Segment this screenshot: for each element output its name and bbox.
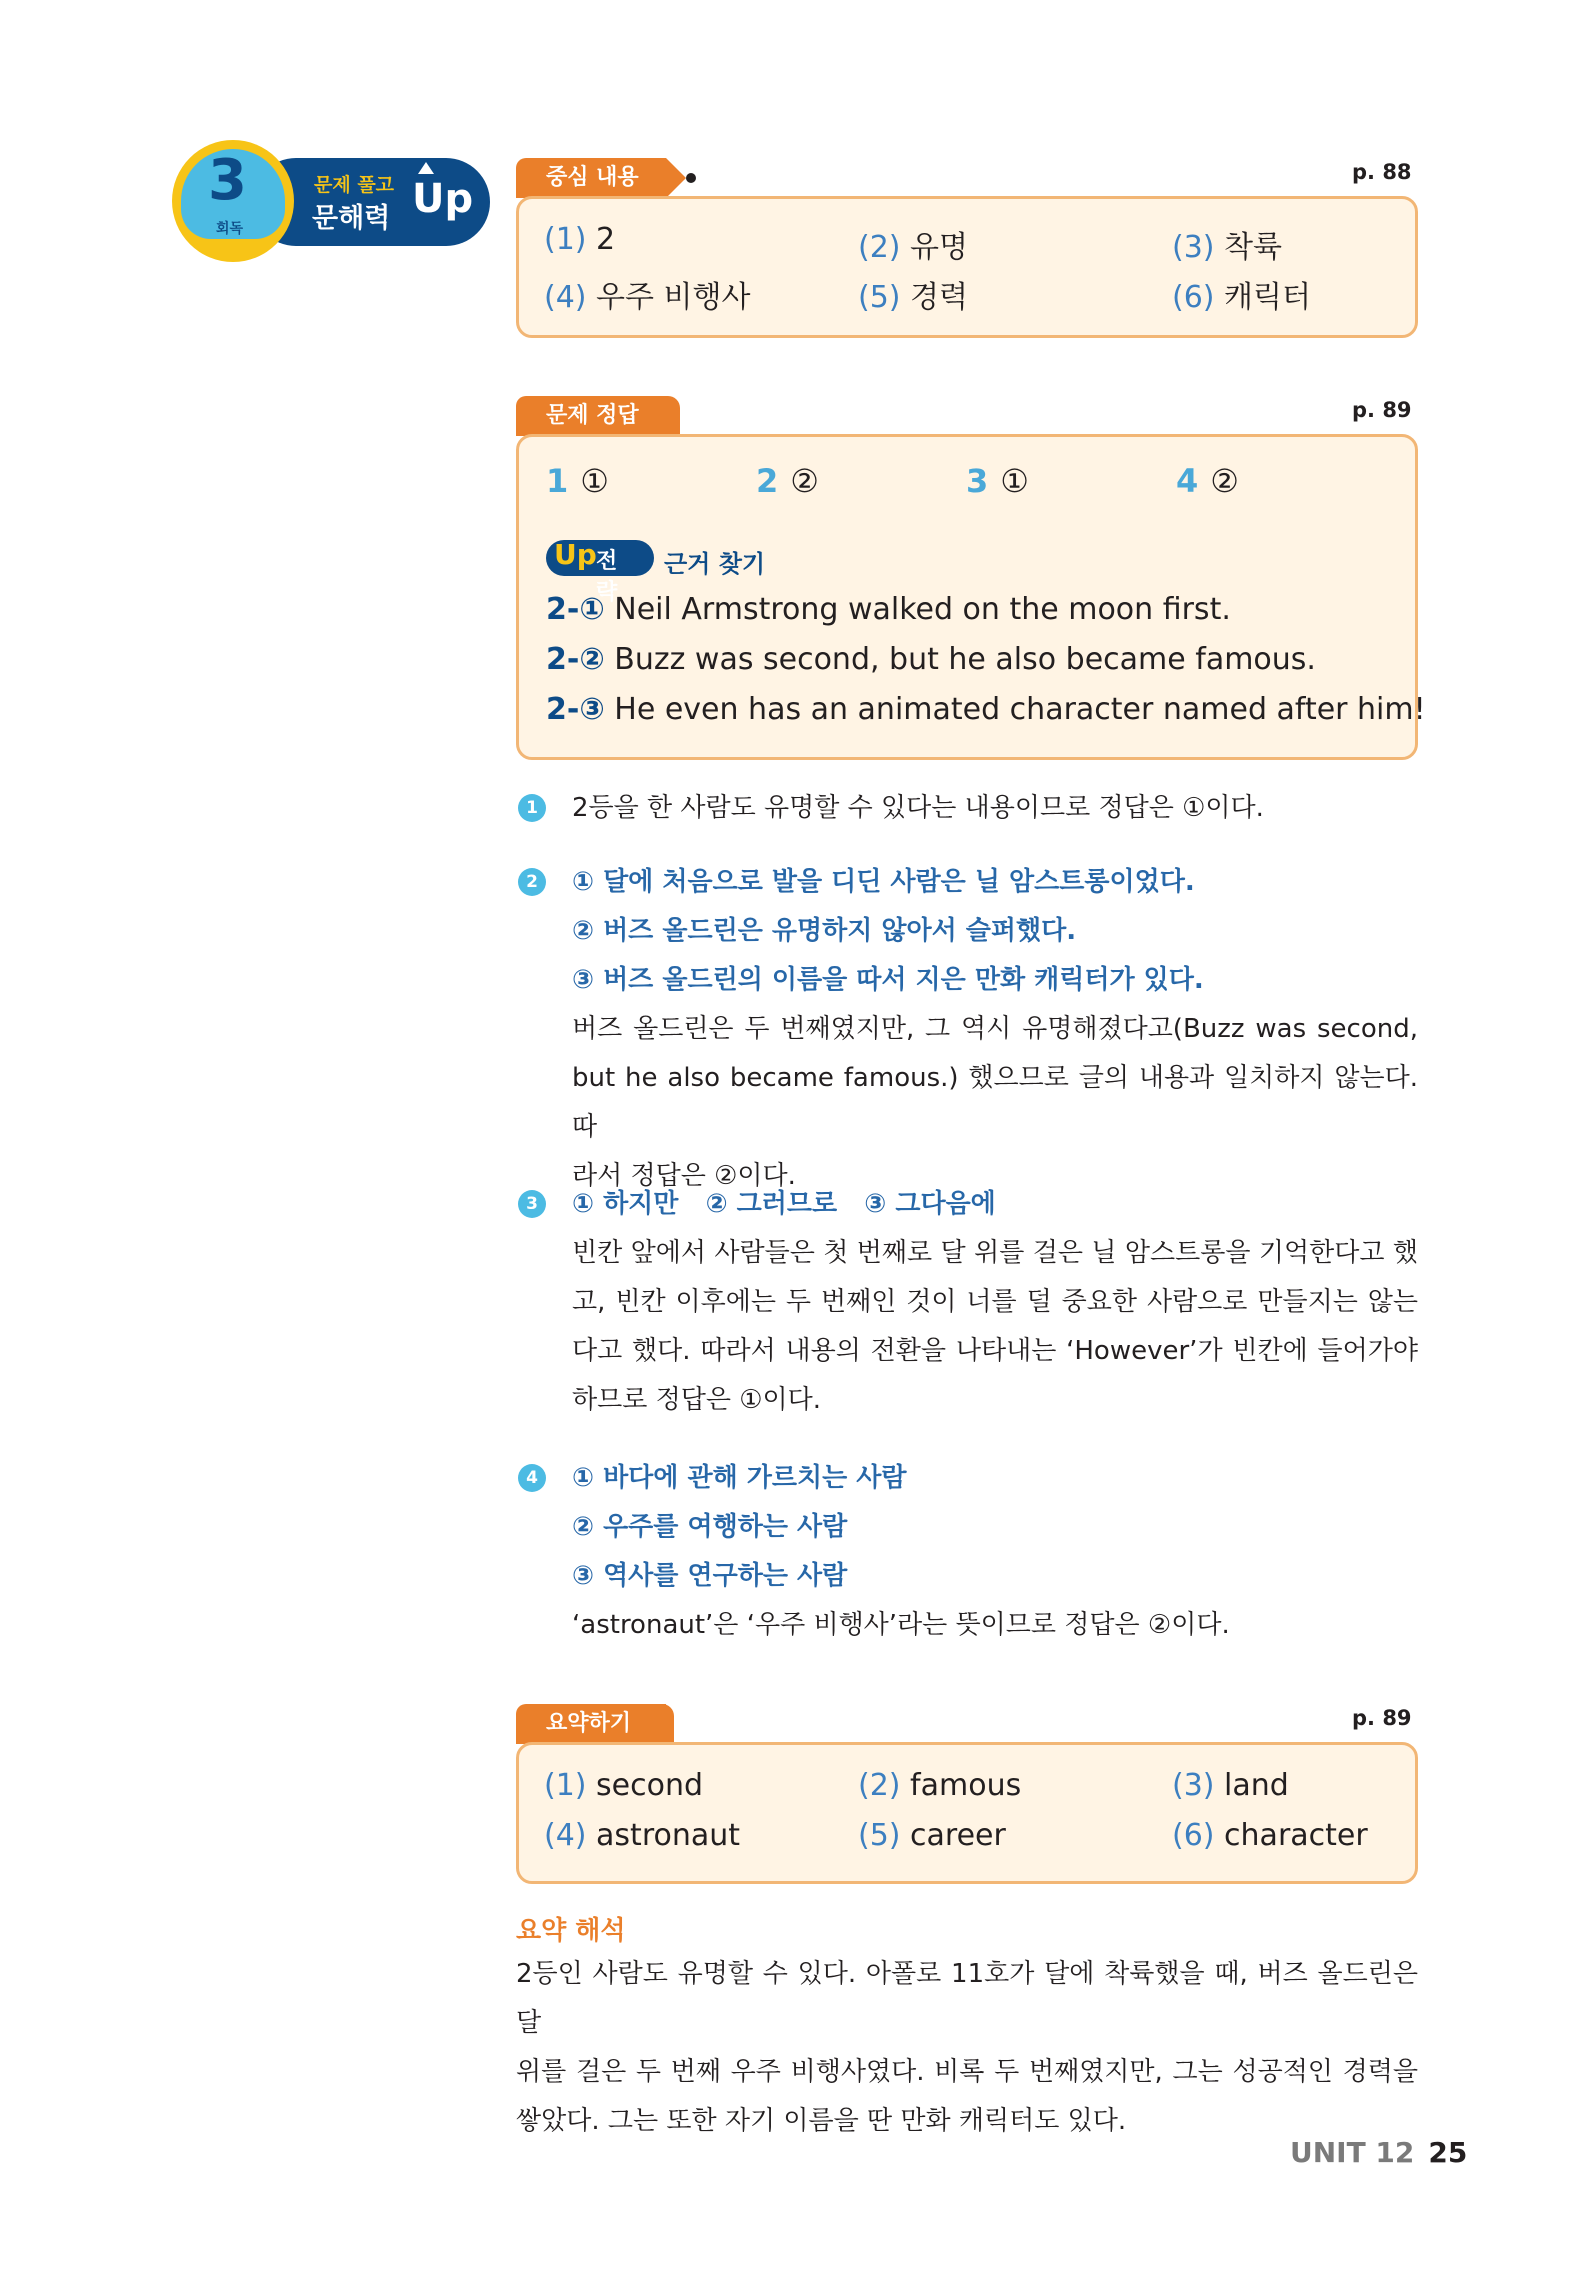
summary-page-ref: p. 89 [1352,1706,1412,1730]
explanation-4: ① 바다에 관해 가르치는 사람 ② 우주를 여행하는 사람 ③ 역사를 연구하는 사람 ‘astronaut’은 ‘우주 비행사’라는 뜻이므로 정답은 ②이다. [572,1463,1230,1640]
evidence-line: 2-③ He even has an animated character named after him! [546,692,1426,727]
summary-translation-title: 요약 해석 [516,1916,626,1946]
badge-number-sub: 회독 [216,221,244,237]
badge-circle [172,140,294,262]
badge-line1: 문제 풀고 [314,174,395,196]
core-item: (2) 유명 [858,230,969,265]
page-footer [1290,2136,1467,2169]
core-item: (5) 경력 [858,280,969,315]
answer-item: 2 ② [756,462,819,500]
badge-number: 3 [208,148,247,213]
header-badge [172,140,492,262]
summary-item: (5) career [858,1818,1006,1853]
question-marker-1: 1 [518,794,546,822]
question-marker-4: 4 [518,1464,546,1492]
summary-item: (4) astronaut [544,1818,741,1853]
core-page-ref: p. 88 [1352,160,1412,184]
summary-item: (6) character [1172,1818,1368,1853]
explanation-2: ① 달에 처음으로 발을 디딘 사람은 닐 암스트롱이었다. ② 버즈 올드린은 유명하지 않아서 슬퍼했다. ③ 버즈 올드린의 이름을 따서 지은 만화 캐릭터가 있다. 버즈 올드린은 두 번째였지만, 그 역시 유명해졌다고(Buzz was second, but he also became famous.) 했으므로 글의 내용과 일치하지 않는다. 따 라서 정답은 ②이다. [572,867,1418,1191]
core-box [516,196,1418,338]
answer-item: 3 ① [966,462,1029,500]
summary-translation-body: 2등인 사람도 유명할 수 있다. 아폴로 11호가 달에 착륙했을 때, 버즈 올드린은 달 위를 걸은 두 번째 우주 비행사였다. 비록 두 번째였지만, 그는 성공적인 경력을 쌓았다. 그는 또한 자기 이름을 딴 만화 캐릭터도 있다. [516,1959,1418,2136]
explanation-1: 2등을 한 사람도 유명할 수 있다는 내용이므로 정답은 ①이다. [572,793,1264,823]
core-item: (3) 착륙 [1172,230,1283,265]
strategy-text: 근거 찾기 [664,550,766,578]
core-item: (1) 2 [544,222,616,257]
core-item: (4) 우주 비행사 [544,280,751,315]
question-marker-2: 2 [518,868,546,896]
evidence-line: 2-② Buzz was second, but he also became famous. [546,642,1316,677]
summary-box [516,1742,1418,1884]
answer-item: 1 ① [546,462,609,500]
summary-tab [516,1704,666,1744]
badge-line2: 문해력 [312,203,391,234]
core-tab [516,158,666,198]
answers-page-ref: p. 89 [1352,398,1412,422]
summary-tab-label: 요약하기 [546,1711,632,1736]
answers-tab-label: 문제 정답 [546,403,639,428]
tab-dot-icon [686,173,696,183]
question-marker-3: 3 [518,1190,546,1218]
core-tab-label: 중심 내용 [546,165,639,190]
strategy-up: Up [554,538,597,571]
footer-unit: UNIT 12 [1290,2136,1415,2169]
explanation-3: ① 하지만 ② 그러므로 ③ 그다음에 빈칸 앞에서 사람들은 첫 번째로 달 위를 걸은 닐 암스트롱을 기억한다고 했 고, 빈칸 이후에는 두 번째인 것이 너를 덜 중요한 사람으로 만들지는 않는 다고 했다. 따라서 내용의 전환을 나타내는 ‘However’가 빈칸에 들어가야 하므로 정답은 ①이다. [572,1189,1418,1415]
answer-item: 4 ② [1176,462,1239,500]
page-number: 25 [1428,2136,1468,2169]
summary-item: (1) second [544,1768,704,1803]
up-arrow-icon [418,162,434,174]
badge-up: Up [412,176,474,222]
summary-item: (2) famous [858,1768,1022,1803]
core-item: (6) 캐릭터 [1172,280,1311,315]
answers-tab [516,396,672,436]
evidence-line: 2-① Neil Armstrong walked on the moon first. [546,592,1231,627]
summary-item: (3) land [1172,1768,1289,1803]
strategy-word: 전략 [596,549,618,605]
